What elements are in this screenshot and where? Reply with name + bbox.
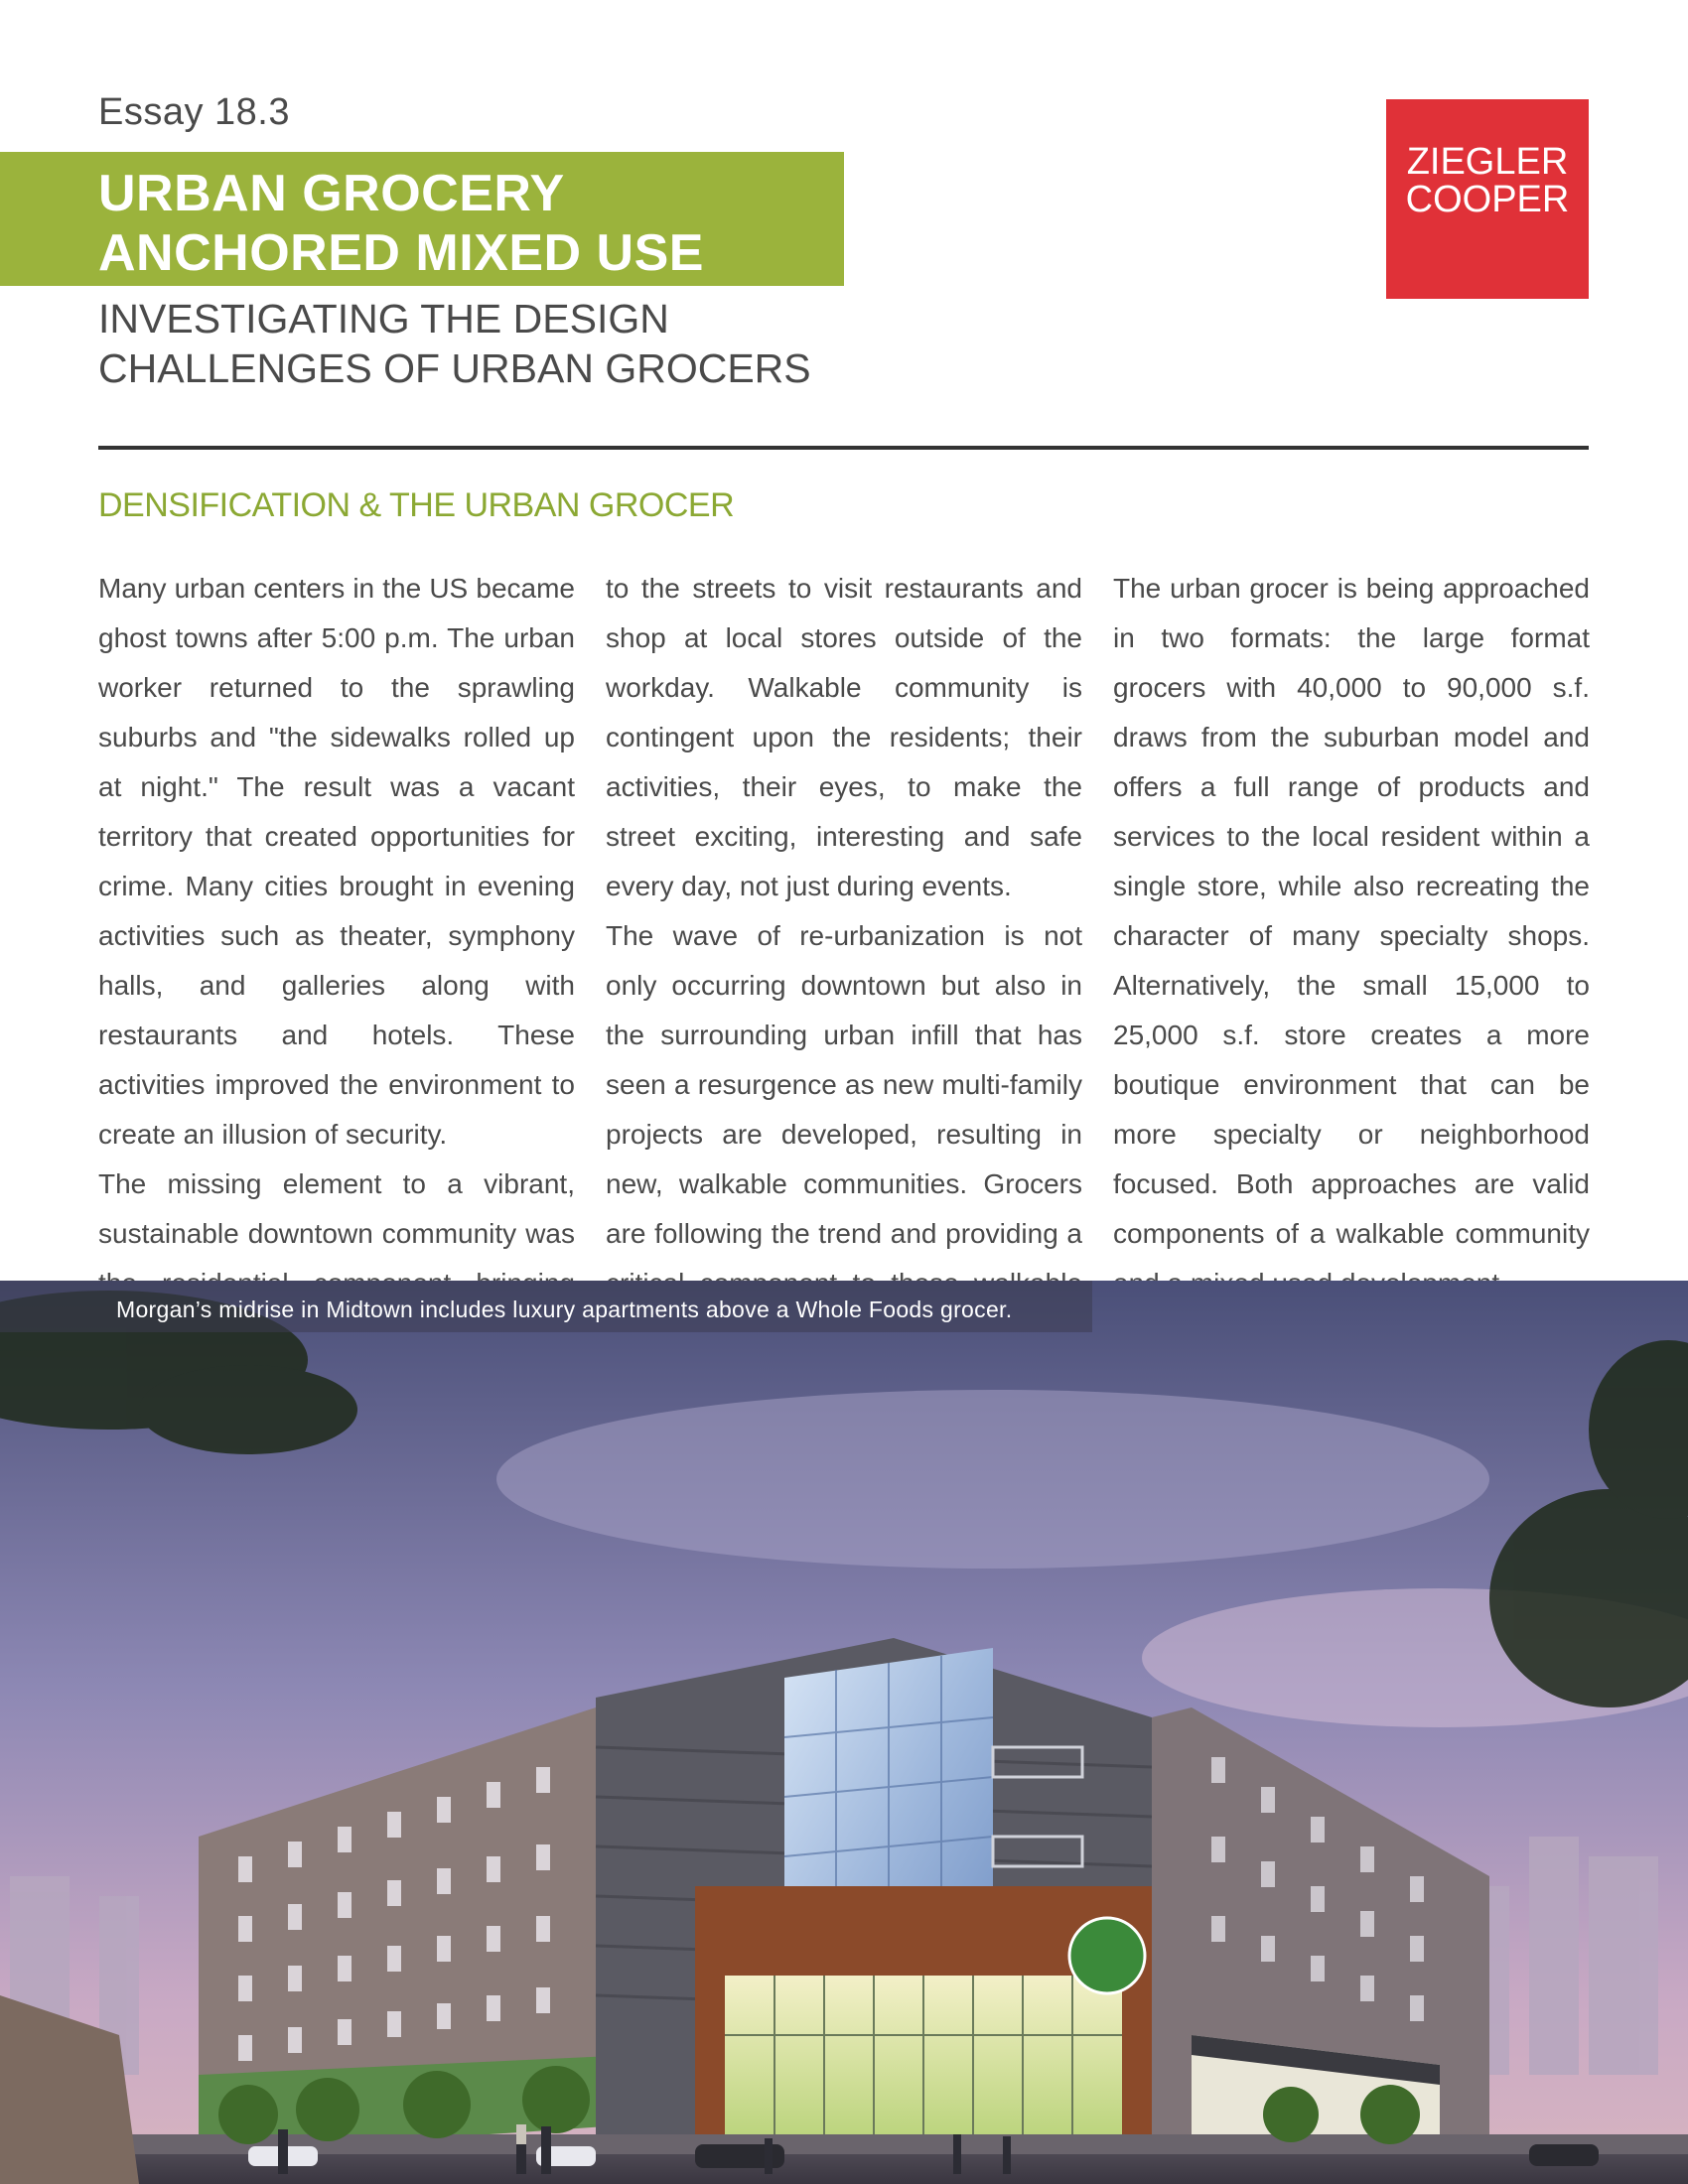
ziegler-cooper-logo <box>1386 99 1589 299</box>
paragraph: The wave of re-urbanization is not only occurring downtown but also in the surrounding urban infill that has seen a resurgence as new multi-family projects are developed, resulting in new, walkable communities. Grocers are following the trend and providing a <box>606 920 1082 1249</box>
page-title <box>98 164 704 283</box>
paragraph: The urban grocer is being approached in two formats: the large format grocers with 40,000 to 90,000 s.f. draws from the suburban model and offers a full range of products and services to the local resident within a single store, while also recreating the character of many specialty shops. Alternatively, the small 15,000 to 25,000 s.f. store creates a more boutique environment that can be more specialty or neighborhood focused. Both approaches are valid components of a walkable community <box>1113 573 1590 1249</box>
text-column-1 <box>98 564 575 1358</box>
subtitle <box>98 294 811 393</box>
logo-line-1: ZIEGLER <box>1406 141 1569 183</box>
text-column-2 <box>606 564 1082 1358</box>
text-column-3 <box>1113 564 1590 1308</box>
divider-rule <box>98 446 1589 450</box>
paragraph: The missing element to a vibrant, sustainable downtown community was <box>98 1168 575 1249</box>
subtitle-line-1: INVESTIGATING THE DESIGN <box>98 296 669 341</box>
essay-label: Essay 18.3 <box>98 91 290 133</box>
logo-line-2: COOPER <box>1405 179 1570 220</box>
whole-foods-sign <box>1069 1918 1145 1993</box>
title-band <box>0 152 844 286</box>
title-line-1: URBAN GROCERY <box>98 165 565 222</box>
section-heading: DENSIFICATION & THE URBAN GROCER <box>98 486 735 524</box>
paragraph: to the streets to visit restaurants and shop at local stores outside of the workday. Walkable community is contingent upon the residents; their activities, their eyes, to make the street exciting, interesting and safe every day, not just during events. <box>606 573 1082 901</box>
title-line-2: ANCHORED MIXED USE <box>98 224 704 282</box>
paragraph: Many urban centers in the US became ghost towns after 5:00 p.m. The urban worker returned to the sprawling suburbs and "the sidewalks rolled up at night." The result was a vacant territory that created opportunities for crime. Many cities brought in evening activities such as theater, symphony halls, and galleries along with restaurants and hotels. These activities improved the environment to create an illusion of security. <box>98 573 575 1150</box>
building-rendering-image <box>0 1281 1688 2184</box>
subtitle-line-2: CHALLENGES OF URBAN GROCERS <box>98 345 811 391</box>
photo-caption: Morgan’s midrise in Midtown includes luxury apartments above a Whole Foods grocer. <box>116 1297 1013 1322</box>
